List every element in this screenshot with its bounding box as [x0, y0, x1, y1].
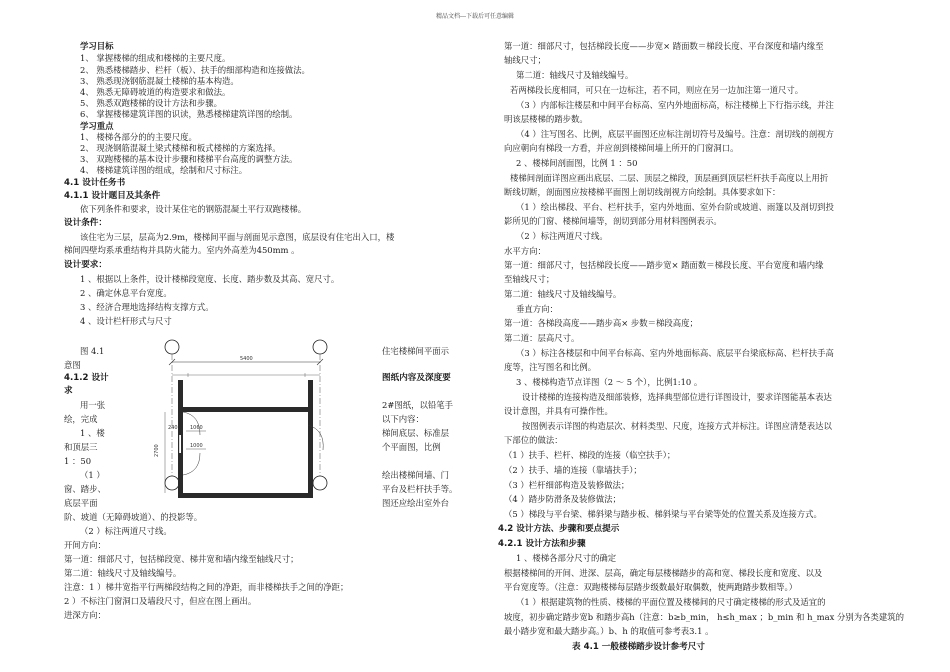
- right-line: 3 、楼梯构造节点详图（2 ～ 5 个），比例1:10 。: [516, 377, 703, 387]
- right-line: （4 ）注写图名、比例，底层平面图还应标注剖切符号及编号。注意：剖切线的剖视方: [516, 129, 834, 139]
- mid-line: 平台及栏杆扶手等。: [382, 484, 458, 494]
- right-line: 垂直方向：: [516, 304, 558, 314]
- left-line: 1 、楼: [80, 428, 105, 438]
- dim-240: 240: [168, 425, 178, 431]
- left-line: （2 ）标注两道尺寸线。: [80, 526, 172, 536]
- left-line: 用一张: [80, 400, 106, 410]
- wall-bottom: [178, 493, 313, 498]
- left-line: 1 、根据以上条件，设计楼梯段宽度、长度、踏步数及其高、宽尺寸。: [80, 274, 340, 284]
- right-line: （2 ）标注两道尺寸线。: [516, 231, 608, 241]
- right-line: （4 ）踏步防滑条及装修做法；: [504, 494, 621, 504]
- left-line: 4、 楼梯建筑详图的组成，绘制和尺寸标注。: [80, 165, 248, 175]
- axis-bubble-top-left: [165, 340, 179, 354]
- right-line: （3 ）栏杆细部构造及装修做法；: [504, 480, 630, 490]
- left-line: 设计条件：: [64, 218, 107, 228]
- wall-top-right: [208, 407, 313, 412]
- right-line: 断线切断，剖面图应按楼梯平面图上剖切线剖视方向绘制。具体要求如下：: [504, 187, 781, 197]
- right-line: 坡度，初步确定踏步宽b 和踏步高h（注意：b≥b_min， h≤h_max ；b_min 和 h_max 分别为各类建筑的: [504, 612, 904, 622]
- wall-right: [308, 380, 313, 498]
- left-line: 2 ）不标注门窗洞口及墙段尺寸，但应在图上画出。: [64, 596, 257, 606]
- left-line: 5、 熟悉双跑楼梯的设计方法和步骤。: [80, 98, 222, 108]
- right-line: 影所见的门窗、楼梯间墙等，剖切到部分用材料图例表示。: [504, 216, 722, 226]
- stair-plan-figure: [154, 335, 382, 510]
- left-line: 1、 掌握楼梯的组成和楼梯的主要尺度。: [80, 53, 231, 63]
- left-line: 1、 楼梯各部分的的主要尺度。: [80, 132, 197, 142]
- dim-1060: 1060: [190, 425, 203, 431]
- right-line: （1 ）绘出梯段、平台、栏杆扶手，室内外地面、室外台阶或坡道、雨篷以及剖切到投: [516, 202, 834, 212]
- axis-bubble-bottom-right: [313, 476, 327, 490]
- door-swing-2: [183, 453, 200, 475]
- left-line: 依下列条件和要求，设计某住宅的钢筋混凝土平行双跑楼梯。: [80, 204, 307, 214]
- wall-top-left: [178, 407, 208, 412]
- right-line: 平台宽度等。（注意：双跑楼梯每层踏步级数最好取偶数，使两跑踏步数相等。）: [504, 582, 798, 592]
- left-line: 学习重点: [80, 121, 114, 131]
- right-line: 1 、楼梯各部分尺寸的确定: [516, 553, 617, 563]
- right-line: 表 4.1 一般楼梯踏步设计参考尺寸: [572, 642, 705, 652]
- left-line: 注意：1 ）梯井宽指平行两梯段结构之间的净距，而非楼梯扶手之间的净距；: [64, 582, 349, 592]
- left-line: 求: [64, 386, 73, 396]
- mid-line: 以下内容：: [382, 414, 424, 424]
- right-line: 向应朝向有梯段一方看，并应剖到楼梯间墙上所开的门窗洞口。: [504, 143, 739, 153]
- left-line: 6、 掌握楼梯建筑详图的识读，熟悉楼梯建筑详图的绘制。: [80, 109, 298, 119]
- left-line: 开间方向：: [64, 540, 106, 550]
- axis-bubble-top-right: [313, 340, 327, 354]
- left-line: 4.1.1 设计题目及其条件: [64, 191, 161, 201]
- right-line: 第一道：细部尺寸，包括梯段长度——踏步宽× 踏面数＝梯段长度、平台宽度和墙内缘: [504, 260, 824, 270]
- right-line: （3 ）标注各楼层和中间平台标高、室内外地面标高、底层平台梁底标高、栏杆扶手高: [516, 348, 834, 358]
- right-line: 最小踏步宽和最大踏步高。）b、h 的取值可参考表3.1 。: [504, 626, 714, 636]
- mid-line: 2#图纸，以铅笔手: [382, 400, 453, 410]
- right-line: （1 ）根据建筑物的性质、楼梯的平面位置及楼梯间的尺寸确定楼梯的形式及适宜的: [516, 597, 826, 607]
- right-line: 第二道：轴线尺寸及轴线编号。: [516, 70, 634, 80]
- dim-5400: 5400: [240, 356, 253, 362]
- mid-line: 住宅楼梯间平面示: [382, 346, 449, 356]
- right-line: 设计意图，并具有可操作性。: [504, 406, 613, 416]
- door-swing-1: [183, 412, 200, 435]
- axis-bubble-bottom-left: [165, 476, 179, 490]
- right-line: （5 ）梯段与平台梁、梯斜梁与踏步板、梯斜梁与平台梁等处的位置关系及连接方式。: [504, 509, 822, 519]
- left-line: 1 ：50: [64, 456, 92, 466]
- left-line: 4.1 设计任务书: [64, 178, 126, 188]
- right-line: 4.2 设计方法、步骤和要点提示: [498, 524, 620, 534]
- right-line: 水平方向：: [504, 246, 546, 256]
- right-line: 至轴线尺寸；: [504, 274, 555, 284]
- mid-line: 个平面图，比例: [382, 442, 441, 452]
- left-line: 2 、确定休息平台宽度。: [80, 288, 172, 298]
- dim-1000: 1000: [190, 443, 203, 449]
- left-line: 意图: [64, 360, 81, 370]
- right-line: 第二道：轴线尺寸及轴线编号。: [504, 289, 622, 299]
- right-line: （3 ）内部标注楼层和中间平台标高、室内外地面标高，标注楼梯上下行指示线，并注: [516, 100, 834, 110]
- left-line: 4.1.2 设计: [64, 373, 109, 383]
- right-line: 轴线尺寸；: [504, 55, 546, 65]
- left-line: 4 、设计栏杆形式与尺寸: [80, 316, 172, 326]
- left-line: 4、 熟悉无障碍坡道的构造要求和做法。: [80, 87, 231, 97]
- left-line: 第一道：细部尺寸，包括梯段宽、梯井宽和墙内缘至轴线尺寸；: [64, 554, 299, 564]
- right-line: （2 ）扶手、墙的连接（靠墙扶手）；: [504, 465, 642, 475]
- right-line: 4.2.1 设计方法和步骤: [498, 539, 586, 549]
- left-line: 底层平面: [64, 498, 98, 508]
- right-line: 根据楼梯间的开间、进深、层高，确定每层楼梯踏步的高和宽、梯段长度和宽度、以及: [504, 568, 823, 578]
- mid-line: 图纸内容及深度要: [382, 373, 451, 383]
- left-line: 设计要求：: [64, 260, 107, 270]
- right-line: 2 、楼梯间剖面图，比例 1 ：50: [516, 158, 638, 168]
- right-line: （1 ）扶手、栏杆、梯段的连接（临空扶手）；: [504, 450, 676, 460]
- right-line: 楼梯间剖面详图应画出底层、二层、顶层之梯段，顶层画到顶层栏杆扶手高度以上用折: [510, 173, 829, 183]
- left-line: （1 ）: [80, 470, 105, 480]
- dim-2700: 2700: [154, 444, 160, 457]
- right-line: 度等，注写图名和比例。: [504, 362, 597, 372]
- left-line: 窗、踏步、: [64, 484, 106, 494]
- left-line: 和顶层三: [64, 442, 98, 452]
- stair-plan-drawing: [154, 335, 382, 510]
- left-line: 进深方向：: [64, 610, 106, 620]
- right-line: 下部位的做法：: [504, 435, 563, 445]
- left-line: 3、 熟悉现浇钢筋混凝土楼梯的基本构造。: [80, 76, 239, 86]
- right-line: 第一道：各梯段高度——踏步高× 步数＝梯段高度；: [504, 318, 698, 328]
- left-line: 3、 双跑楼梯的基本设计步骤和楼梯平台高度的调整方法。: [80, 154, 298, 164]
- left-line: 梯间四壁均系承重结构并具防火能力。室内外高差为450mm 。: [64, 245, 300, 255]
- left-line: 绘，完成: [64, 414, 98, 424]
- left-line: 2、 熟悉楼梯踏步、栏杆（板）、扶手的细部构造和连接做法。: [80, 65, 310, 75]
- right-line: 若两梯段长度相同，可只在一边标注，若不同，则应在另一边加注第一道尺寸。: [510, 85, 804, 95]
- mid-line: 梯间底层、标准层: [382, 428, 449, 438]
- right-line: 设计楼梯的连接构造及细部装修，选择典型部位进行详图设计，要求详图能基本表达: [522, 392, 832, 402]
- left-line: 该住宅为三层，层高为2.9m，楼梯间平面与剖面见示意图，底层设有住宅出入口，楼: [80, 232, 395, 242]
- mid-line: 绘出楼梯间墙、门: [382, 470, 449, 480]
- page-header: 精品文档---下载后可任意编辑: [435, 13, 515, 20]
- left-line: 2、 现浇钢筋混凝土梁式楼梯和板式楼梯的方案选择。: [80, 143, 281, 153]
- right-line: 第二道：层高尺寸。: [504, 333, 580, 343]
- right-line: 明该层楼梯的踏步数。: [504, 114, 588, 124]
- mid-line: 图还应绘出室外台: [382, 498, 449, 508]
- left-line: 第二道：轴线尺寸及轴线编号。: [64, 568, 182, 578]
- left-line: 图 4.1: [80, 346, 105, 356]
- right-line: 按图例表示详图的构造层次、材料类型、尺度，连接方式并标注。详图应清楚表达以: [522, 421, 832, 431]
- left-line: 阶、坡道（无障碍坡道）、的投影等。: [64, 512, 203, 522]
- left-line: 学习目标: [80, 41, 114, 51]
- right-line: 第一道：细部尺寸，包括梯段长度——步宽× 踏面数＝梯段长度、平台深度和墙内缘至: [504, 41, 824, 51]
- left-line: 3 、经济合理地选择结构支撑方式。: [80, 302, 214, 312]
